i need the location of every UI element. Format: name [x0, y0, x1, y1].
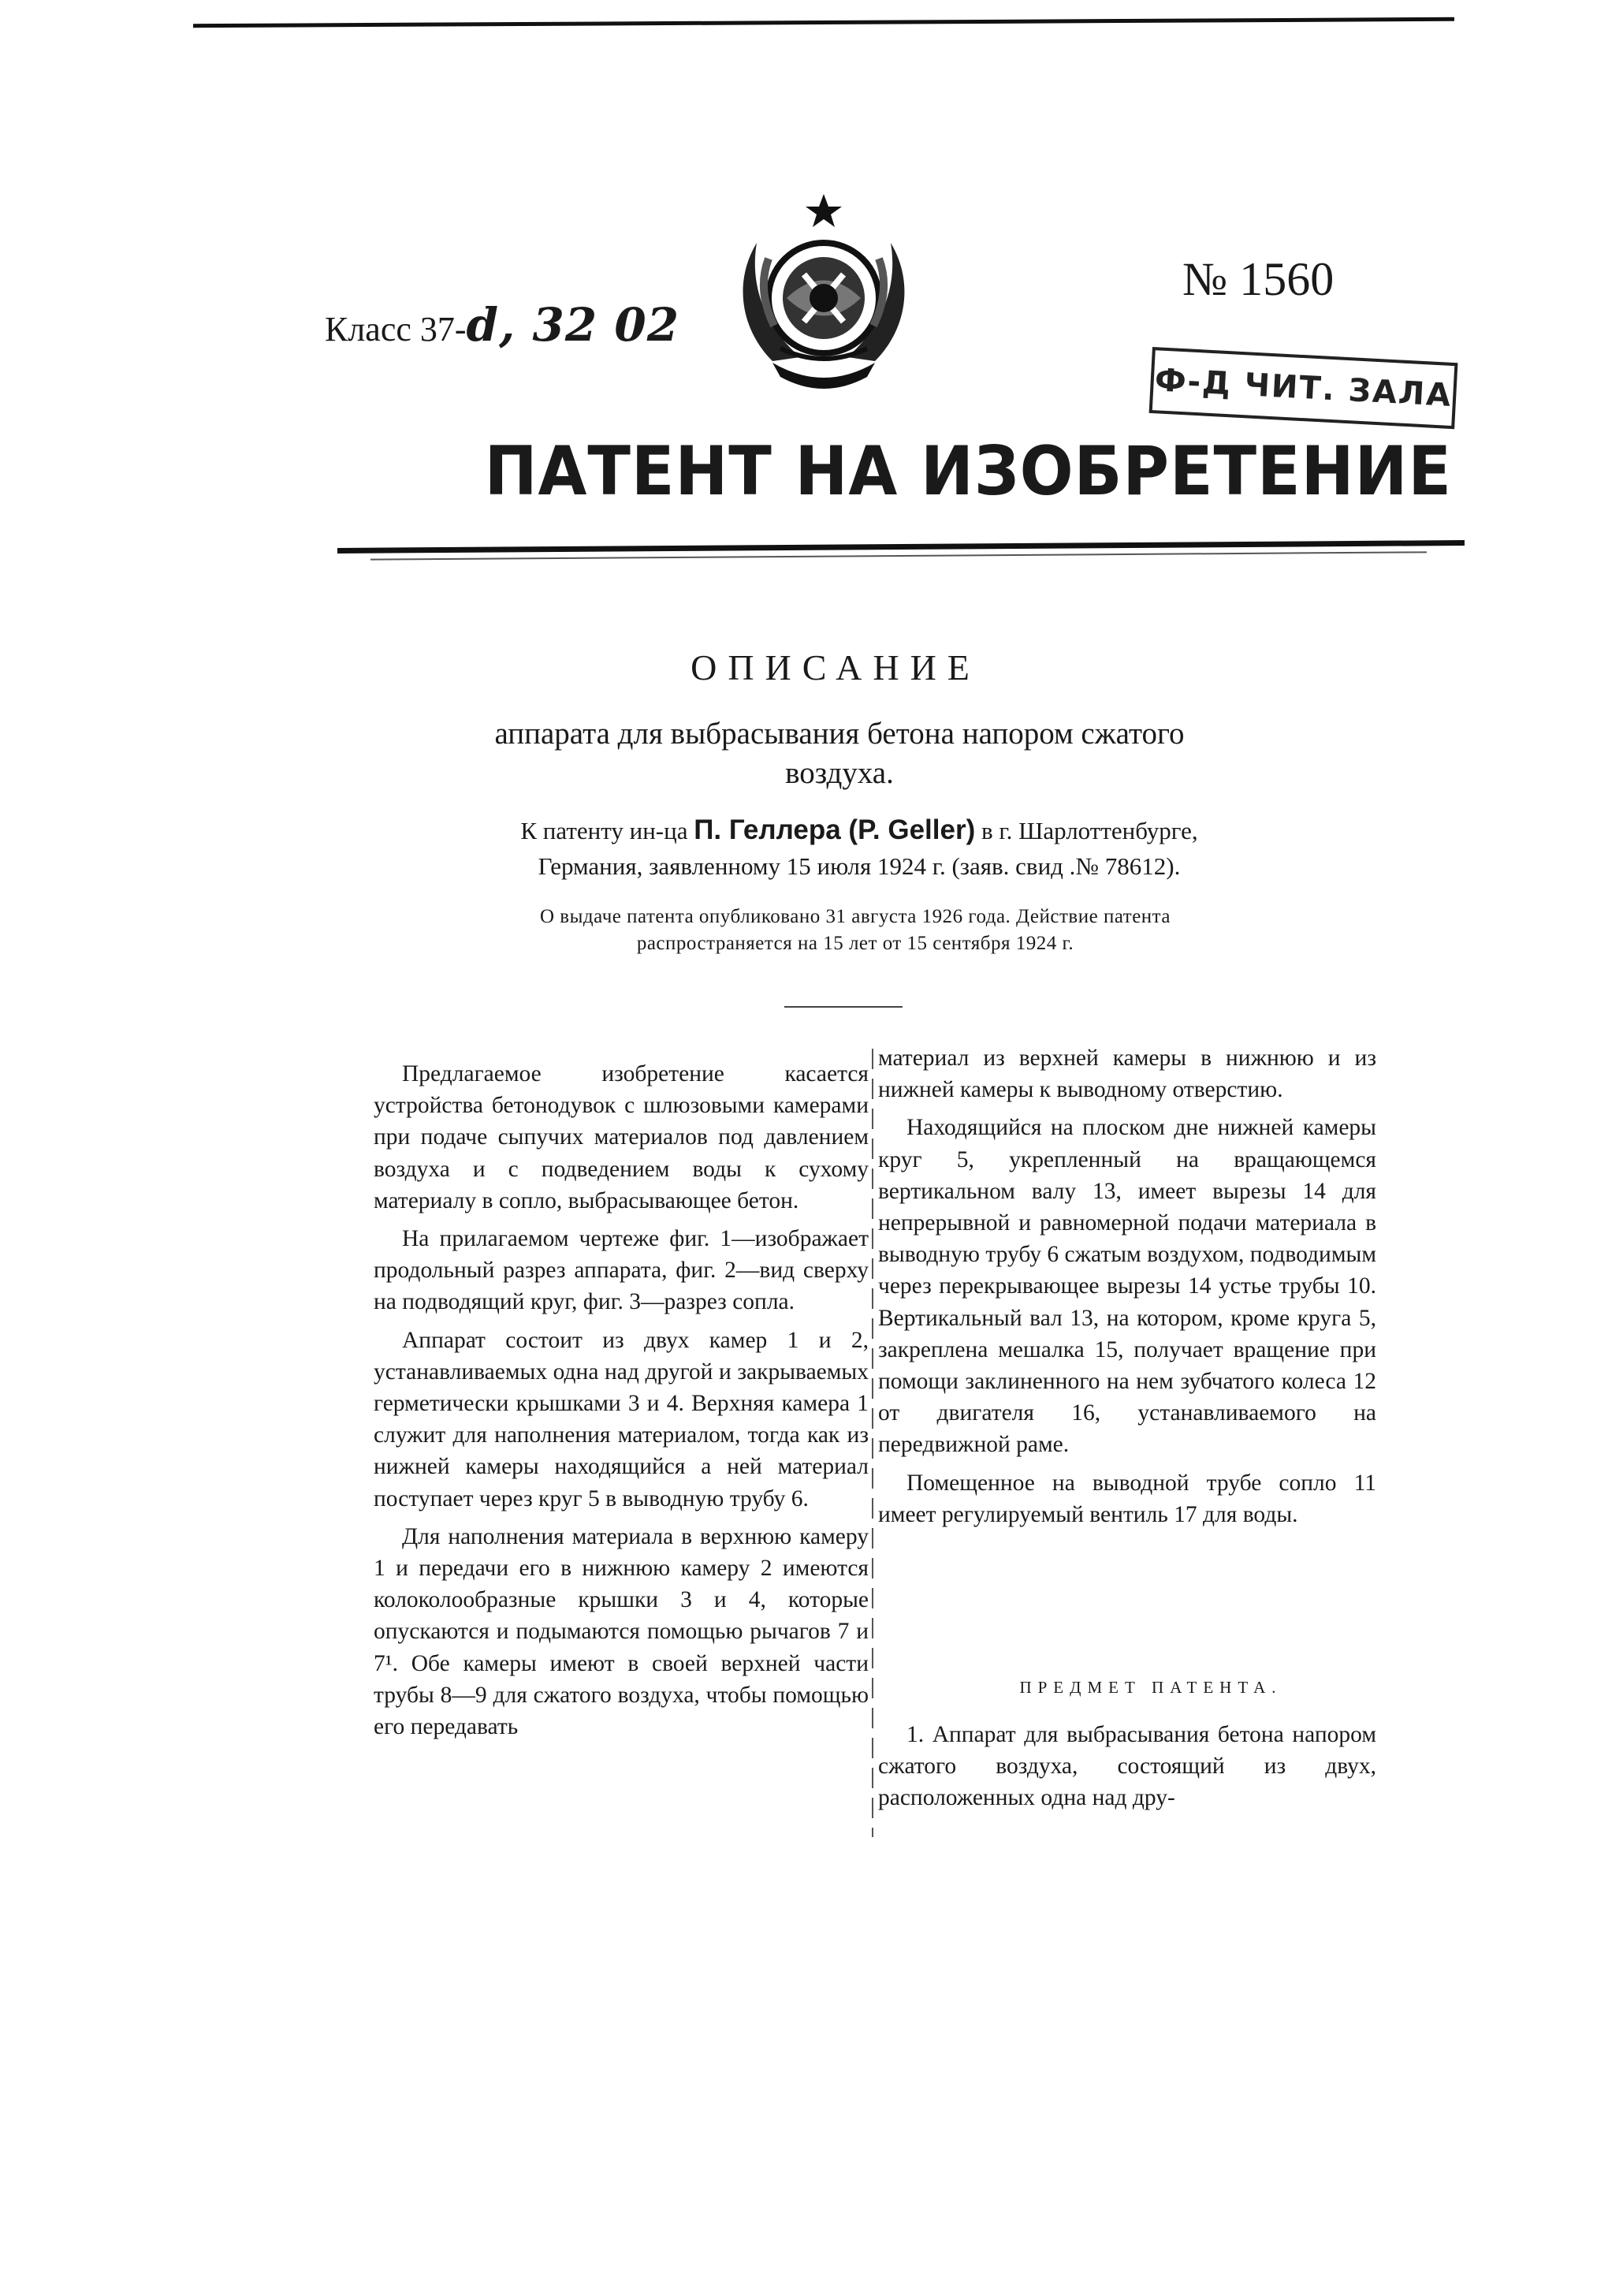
patent-number: № 1560 [1182, 253, 1335, 305]
main-title: ПАТЕНТ НА ИЗОБРЕТЕНИЕ [484, 432, 1452, 511]
publication-line-1: О выдаче патента опубликовано 31 августа 1926 года. Действие патента [539, 906, 1171, 927]
description-subtitle [410, 714, 1269, 793]
inventor-info [441, 812, 1277, 884]
title-underline [337, 540, 1465, 554]
inventor-line-1 [441, 812, 1277, 848]
inventor-prefix: К патенту ин-ца [520, 817, 688, 844]
publication-info [449, 904, 1261, 957]
publication-line-2: распространяется на 15 лет от 15 сентября 1924 г. [636, 933, 1074, 954]
class-handwritten: d, 32 02 [466, 298, 680, 352]
subtitle-line-1: аппарата для выбрасывания бетона напором сжатого [494, 717, 1185, 751]
state-emblem-icon [725, 188, 922, 401]
left-paragraph-3: Аппарат состоит из двух камер 1 и 2, устанавливаемых одна над другой и закрываемых герметически крышками 3 и 4. Верхняя камера 1 служит для наполнения материалом, тогда как из нижней камеры находящийся а ней материал поступает через круг 5 в выводную трубу 6. [374, 1327, 869, 1511]
left-column [374, 1058, 869, 1742]
patent-class [325, 298, 679, 352]
library-stamp: Ф-Д ЧИТ. ЗАЛА [1149, 347, 1458, 429]
right-paragraph-1: материал из верхней камеры в нижнюю и из нижней камеры к выводному отверстию. [878, 1046, 1376, 1103]
description-heading: ОПИСАНИЕ [691, 647, 981, 688]
inventor-suffix: в г. Шарлоттенбурге, [981, 817, 1198, 844]
right-column [878, 1042, 1376, 1530]
title-underline-thin [370, 551, 1427, 560]
left-paragraph-4: Для наполнения материала в верхнюю камеру 1 и передачи его в нижнюю камеру 2 имеются колоколообразные крышки 3 и 4, которые опускаются и подымаются помощью рычагов 7 и 7¹. Обе камеры имеют в своей верхней части трубы 8—9 для сжатого воздуха, чтобы помощью его передавать [374, 1523, 869, 1740]
right-paragraph-3: Помещенное на выводной трубе сопло 11 имеет регулируемый вентиль 17 для воды. [878, 1470, 1376, 1527]
right-paragraph-2: Находящийся на плоском дне нижней камеры круг 5, укрепленный на вращающемся вертикальном валу 13, имеет вырезы 14 для непрерывной и равномерной подачи материала в выводную трубу 6 сжатым воздухом, подводимым через перекрывающее вырезы 14 устье трубы 10. Вертикальный вал 13, на котором, кроме круга 5, закреплена мешалка 15, получает вращение при помощи заклиненного на нем зубчатого колеса 12 от двигателя 16, устанавливаемого на передвижной раме. [878, 1115, 1376, 1458]
inventor-name: П. Геллера (P. Geller) [694, 814, 976, 845]
left-paragraph-1: Предлагаемое изобретение касается устройства бетонодувок с шлюзовыми камерами при подаче сыпучих материалов под давлением воздуха и с подведением воды к сухому материалу в сопло, выбрасывающее бетон. [374, 1061, 869, 1213]
column-separator [872, 1049, 873, 1837]
claims-column [878, 1719, 1376, 1814]
top-rule [193, 17, 1454, 28]
section-divider [784, 1006, 903, 1008]
subtitle-line-2: воздуха. [785, 756, 894, 790]
claim-1: 1. Аппарат для выбрасывания бетона напором сжатого воздуха, состоящий из двух, расположенных одна над дру- [878, 1722, 1376, 1811]
claims-heading: ПРЕДМЕТ ПАТЕНТА. [1019, 1678, 1282, 1697]
class-label: Класс 37- [325, 310, 467, 348]
left-paragraph-2: На прилагаемом чертеже фиг. 1—изображает продольный разрез аппарата, фиг. 2—вид сверху на подводящий круг, фиг. 3—разрез сопла. [374, 1226, 869, 1315]
inventor-line-2: Германия, заявленному 15 июля 1924 г. (заяв. свид .№ 78612). [538, 852, 1181, 880]
